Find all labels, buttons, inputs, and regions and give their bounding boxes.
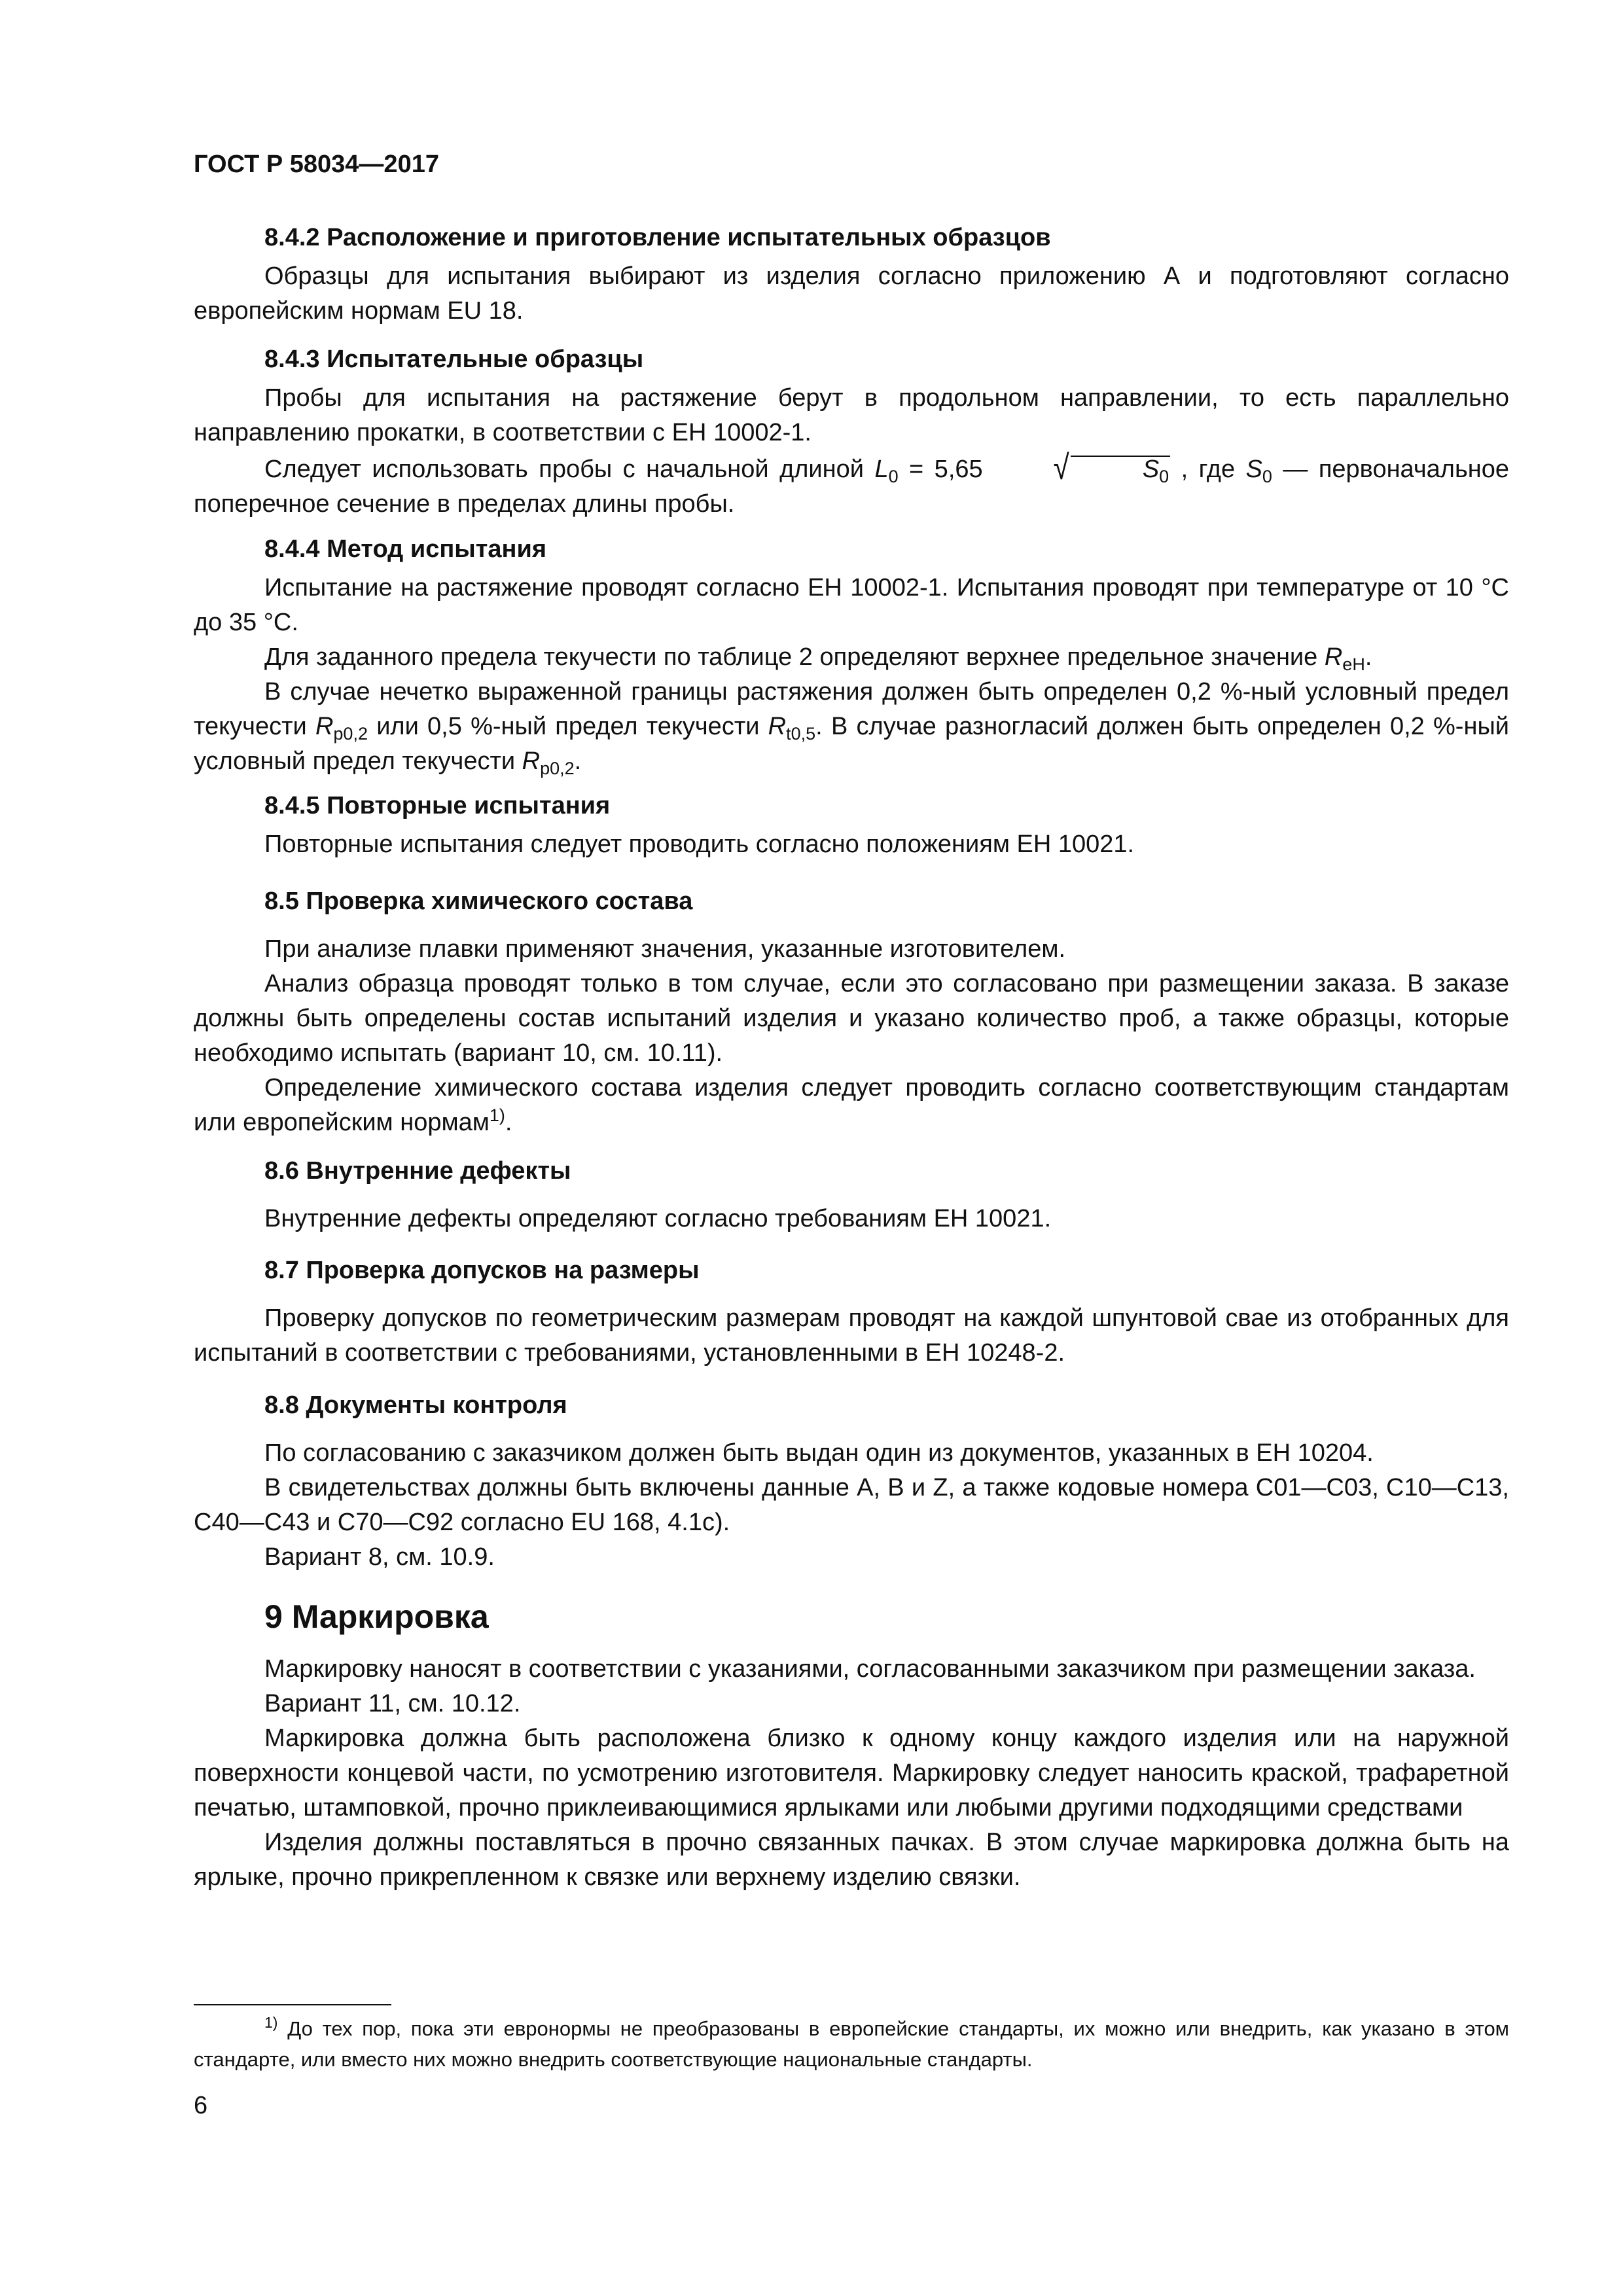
section-8-7 [194,1255,1509,1371]
section-8-4-2 [194,223,1509,329]
footnote-divider [194,2004,391,2005]
page-number: 6 [194,2092,208,2119]
section-8-4-4 [194,534,1509,779]
section-9 [194,1597,1509,1895]
paragraph: Образцы для испытания выбирают из изделия согласно приложению А и подготовляют согласно европейским нормам EU 18. [194,262,1509,325]
footnote [194,2013,1509,2075]
section-8-6 [194,1156,1509,1236]
section-heading: 8.7 Проверка допусков на размеры [264,1257,700,1284]
paragraph: По согласованию с заказчиком должен быть выдан один из документов, указанных в ЕН 10204. [264,1439,1374,1467]
paragraph: Маркировку наносят в соответствии с указаниями, согласованными заказчиком при размещении заказа. [264,1655,1476,1683]
paragraph: Анализ образца проводят только в том случае, если это согласовано при размещении заказа. В заказе должны быть определены состав испытаний изделия и указано количество проб, а также образцы, которые необходимо испытать (вариант 10, см. 10.11). [194,970,1509,1067]
paragraph: Определение химического состава изделия следует проводить согласно соответствующим стандартам или европейским нормам$^{1)}$. [194,1074,1509,1136]
sqrt-sign-icon: √ [1053,448,1069,487]
section-heading: 8.8 Документы контроля [264,1391,567,1419]
standard-code-header: ГОСТ Р 58034—2017 [194,151,439,178]
section-heading: 9 Маркировка [264,1598,489,1635]
footnote-reference: 1) [489,1105,505,1125]
paragraph-formula: Следует использовать пробы с начальной длиной $L_0 = 5,65$ √ $S_0$ , где $S_0$ — первоначальное поперечное сечение в пределах длины пробы. [194,450,1509,522]
section-heading: 8.4.4 Метод испытания [264,535,546,563]
section-8-4-5 [194,791,1509,862]
section-heading: 8.4.2 Расположение и приготовление испытательных образцов [264,224,1051,251]
paragraph: В свидетельствах должны быть включены данные А, В и Z, а также кодовые номера С01—С03, С10—С13, С40—С43 и С70—С92 согласно EU 168, 4.1c). [194,1474,1509,1536]
paragraph: Повторные испытания следует проводить согласно положениям ЕН 10021. [264,831,1135,858]
footnote-text: $^{1)}$ До тех пор, пока эти евронормы не преобразованы в европейские стандарты, их можно или внедрить, как указано в этом стандарте, или вместо них можно внедрить соответствующие национальные стандарты. [194,2014,1509,2071]
paragraph: Испытание на растяжение проводят согласно ЕН 10002-1. Испытания проводят при температуре от 10 °С до 35 °С. [194,574,1509,636]
paragraph: Вариант 11, см. 10.12. [264,1690,521,1717]
paragraph: Проверку допусков по геометрическим размерам проводят на каждой шпунтовой свае из отобранных для испытаний в соответствии с требованиями, установленными в ЕН 10248-2. [194,1304,1509,1367]
section-8-5 [194,886,1509,1140]
section-8-4-3 [194,344,1509,522]
footnote-marker: 1) [264,2014,278,2031]
paragraph: Маркировка должна быть расположена близко к одному концу каждого изделия или на наружной поверхности концевой части, по усмотрению изготовителя. Маркировку следует наносить краской, трафаретной печатью, штамповкой, прочно приклеивающимися ярлыками или любыми другими подходящими средствами [194,1725,1509,1821]
paragraph: Вариант 8, см. 10.9. [264,1543,495,1571]
section-heading: 8.5 Проверка химического состава [264,888,693,915]
section-8-8 [194,1390,1509,1575]
paragraph: Пробы для испытания на растяжение берут в продольном направлении, то есть параллельно направлению прокатки, в соответствии с ЕН 10002-1. [194,384,1509,446]
paragraph: Внутренние дефекты определяют согласно требованиям ЕН 10021. [264,1205,1052,1232]
paragraph: Изделия должны поставляться в прочно связанных пачках. В этом случае маркировка должна быть на ярлыке, прочно прикрепленном к связке или верхнему изделию связки. [194,1829,1509,1891]
paragraph: Для заданного предела текучести по таблице 2 определяют верхнее предельное значение $R_{eH}$. [264,643,1372,674]
paragraph: При анализе плавки применяют значения, указанные изготовителем. [264,935,1066,963]
section-heading: 8.4.3 Испытательные образцы [264,346,644,373]
section-heading: 8.6 Внутренние дефекты [264,1157,571,1185]
section-heading: 8.4.5 Повторные испытания [264,792,611,819]
paragraph: В случае нечетко выраженной границы растяжения должен быть определен 0,2 %-ный условный предел текучести $R_{p0,2}$ или 0,5 %-ный предел текучести $R_{t0,5}$. В случае разногласий должен быть определен 0,2 %-ный условный предел текучести $R_{p0,2}$. [194,678,1509,778]
